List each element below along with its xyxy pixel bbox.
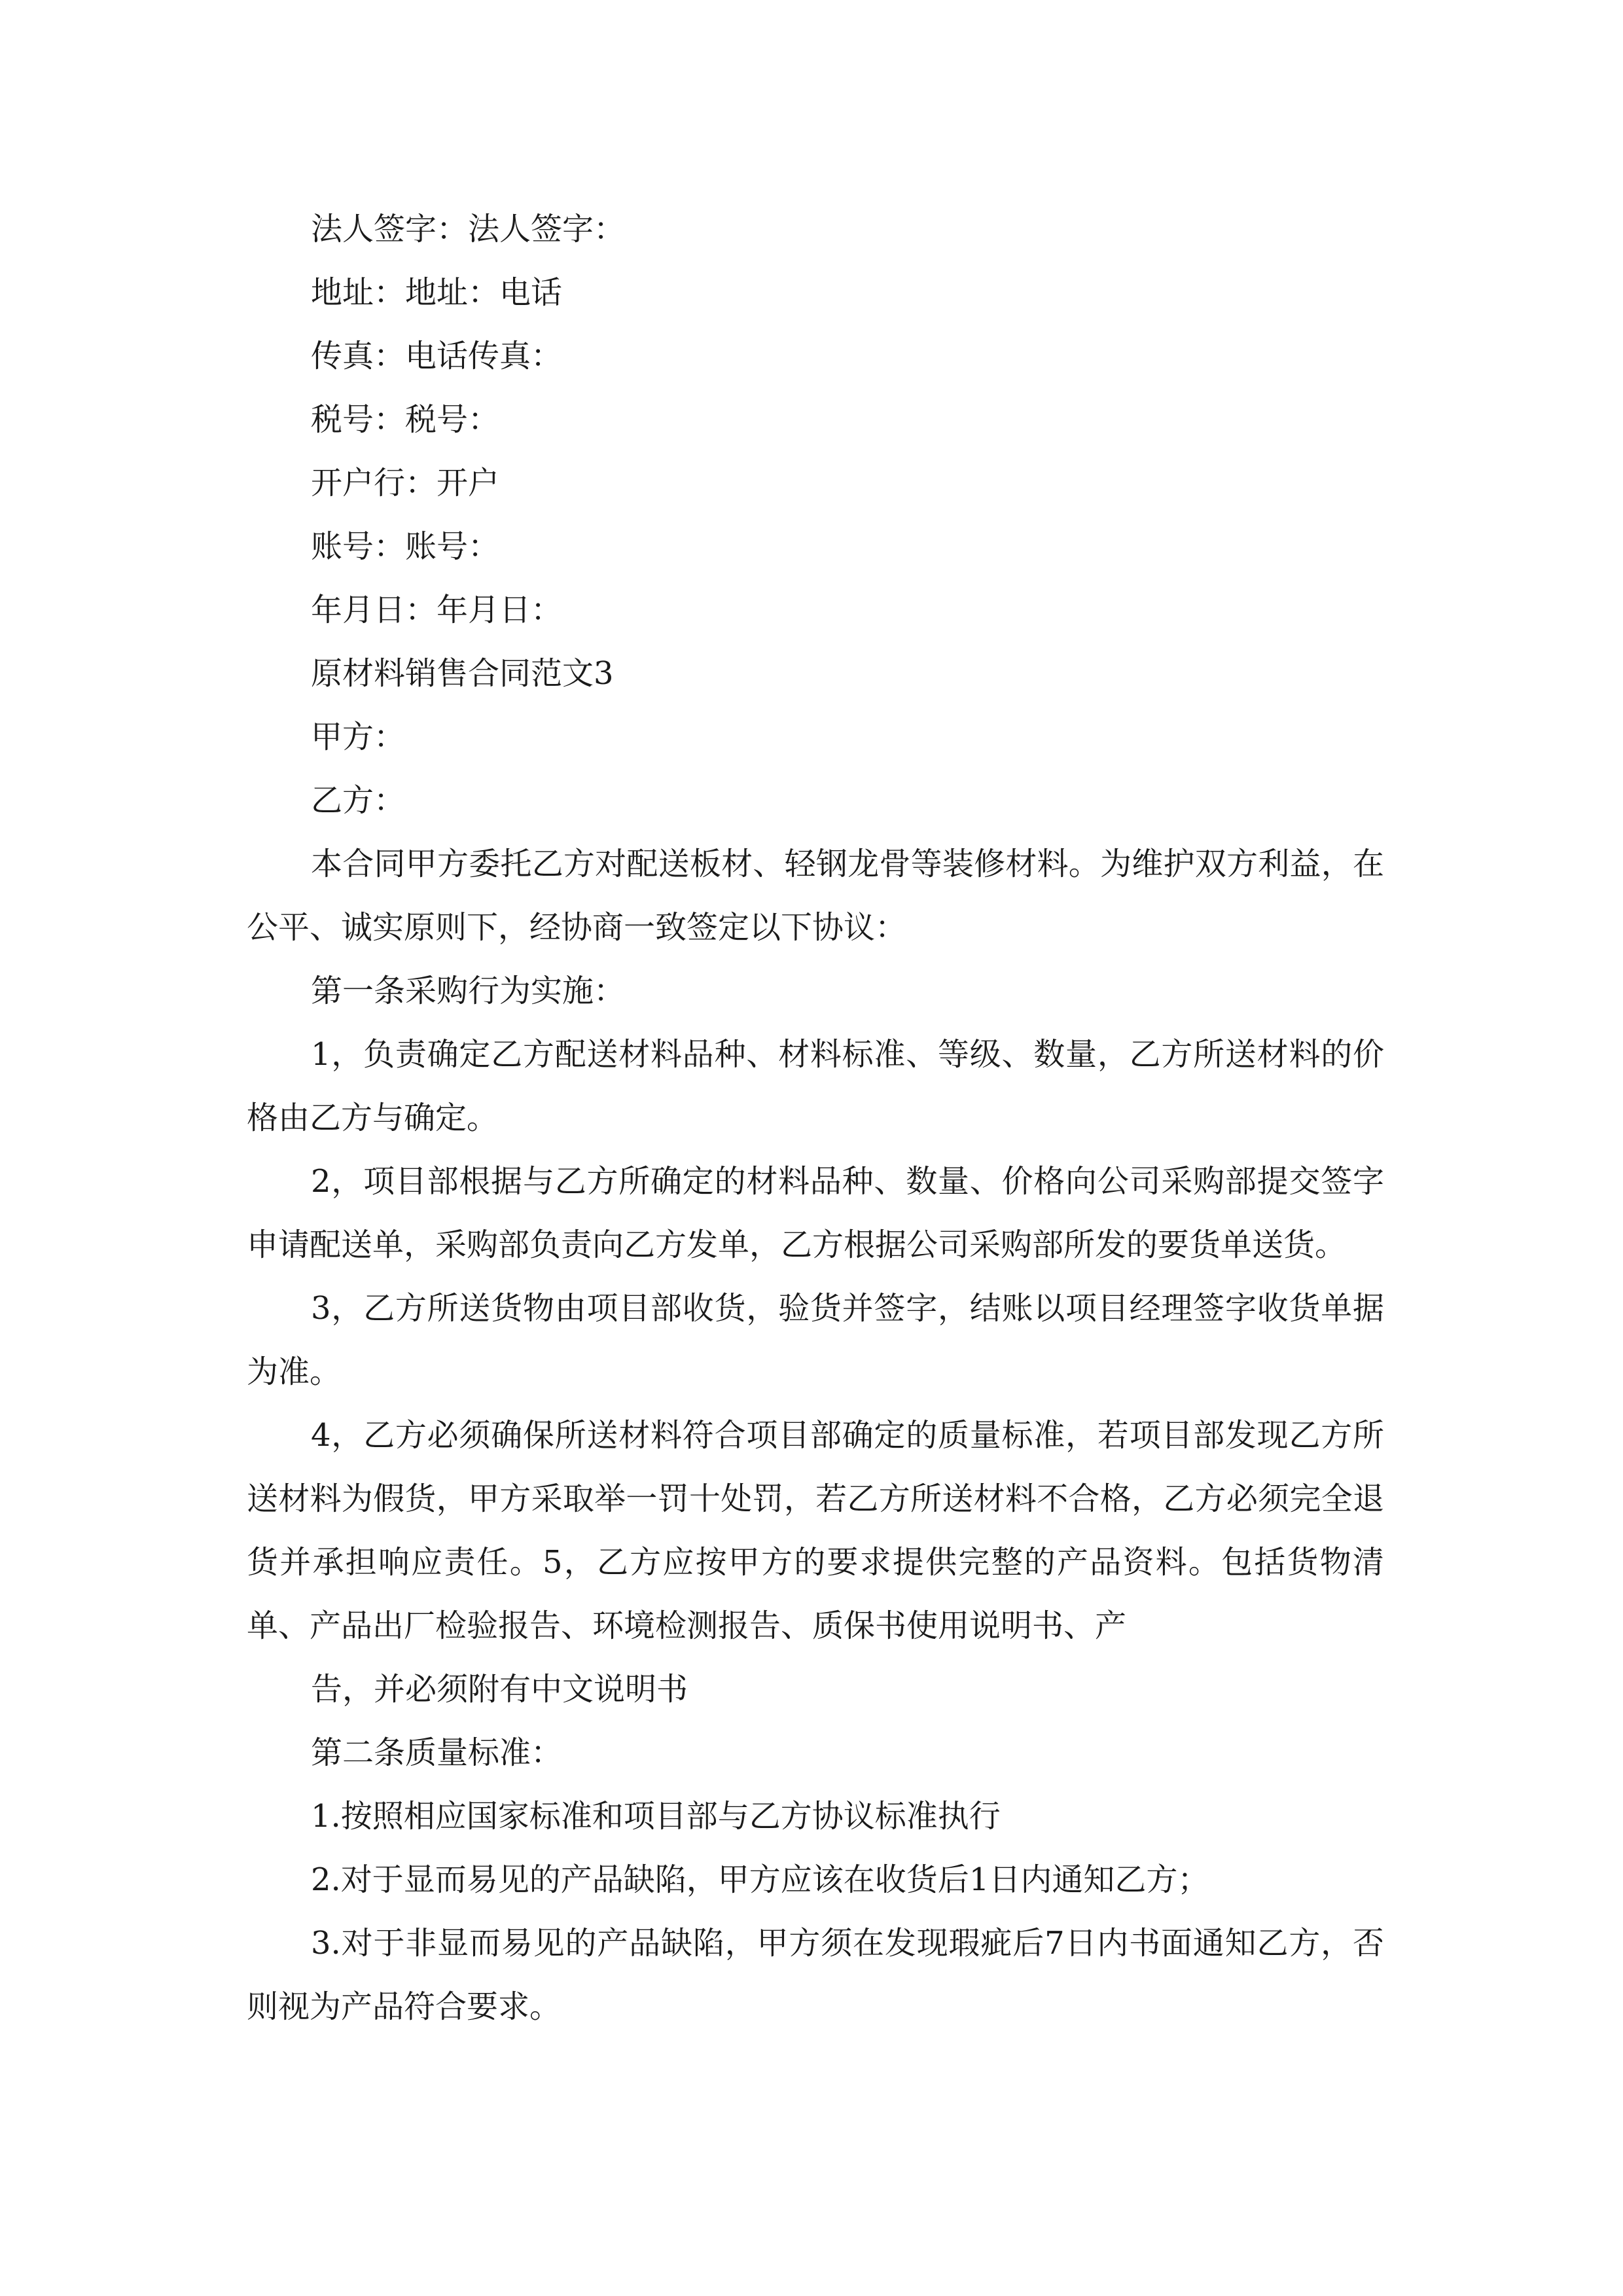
- paragraph-article-1-item-4-5: 4，乙方必须确保所送材料符合项目部确定的质量标准，若项目部发现乙方所送材料为假货，甲方采取举一罚十处罚，若乙方所送材料不合格，乙方必须完全退货并承担响应责任。5，乙方应按甲方的要求提供完整的产品资料。包括货物清单、产品出厂检验报告、环境检测报告、质保书使用说明书、产: [247, 1417, 1384, 1644]
- paragraph-article-2-heading: 第二条质量标准：: [311, 1734, 563, 1771]
- paragraph-article-2-item-3: 3.对于非显而易见的产品缺陷，甲方须在发现瑕疵后7日内书面通知乙方，否则视为产品符合要求。: [247, 1925, 1384, 2025]
- paragraph-account: 账号：账号：: [311, 528, 500, 565]
- paragraph-party-b: 乙方：: [311, 782, 406, 819]
- paragraph-article-1-item-1: 1，负责确定乙方配送材料品种、材料标准、等级、数量，乙方所送材料的价格由乙方与确定。: [247, 1036, 1384, 1136]
- paragraph-tax-number: 税号：税号：: [311, 401, 500, 438]
- paragraph-contract-title: 原材料销售合同范文3: [311, 655, 614, 692]
- paragraph-article-1-heading: 第一条采购行为实施：: [311, 973, 626, 1009]
- paragraph-fax: 传真：电话传真：: [311, 338, 563, 374]
- paragraph-date: 年月日：年月日：: [311, 592, 563, 628]
- paragraph-bank: 开户行：开户: [311, 465, 500, 501]
- document-body: [247, 198, 1384, 2039]
- paragraph-article-2-item-2: 2.对于显而易见的产品缺陷，甲方应该在收货后1日内通知乙方；: [311, 1861, 1209, 1898]
- paragraph-article-2-item-1: 1.按照相应国家标准和项目部与乙方协议标准执行: [311, 1798, 1001, 1835]
- paragraph-address: 地址：地址：电话: [311, 274, 563, 311]
- paragraph-legal-signature: 法人签字：法人签字：: [311, 211, 626, 247]
- paragraph-article-1-item-2: 2，项目部根据与乙方所确定的材料品种、数量、价格向公司采购部提交签字申请配送单，采购部负责向乙方发单，乙方根据公司采购部所发的要货单送货。: [247, 1163, 1384, 1263]
- paragraph-party-a: 甲方：: [311, 719, 406, 755]
- paragraph-preamble: 本合同甲方委托乙方对配送板材、轻钢龙骨等装修材料。为维护双方利益，在公平、诚实原则下，经协商一致签定以下协议：: [247, 846, 1384, 946]
- paragraph-article-1-item-3: 3，乙方所送货物由项目部收货，验货并签字，结账以项目经理签字收货单据为准。: [247, 1290, 1384, 1390]
- paragraph-article-1-item-5-cont: 告，并必须附有中文说明书: [311, 1671, 688, 1708]
